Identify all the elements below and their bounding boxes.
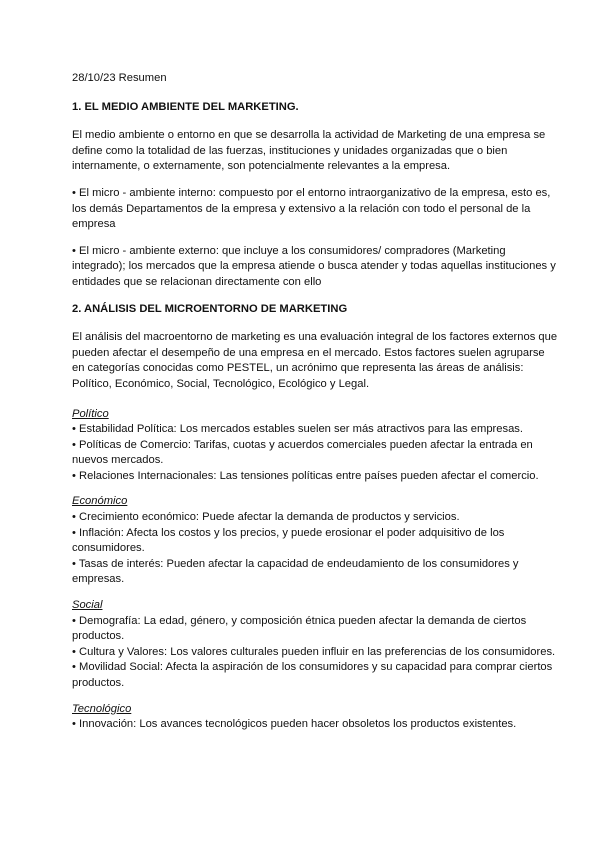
group-tecnologico	[72, 702, 560, 733]
list-item: • Crecimiento económico: Puede afectar la demanda de productos y servicios.	[72, 511, 460, 524]
list-item: • Demografía: La edad, género, y composición étnica pueden afectar la demanda de ciertos productos.	[72, 614, 527, 643]
section1-title: 1. EL MEDIO AMBIENTE DEL MARKETING.	[72, 100, 299, 113]
list-item: • Inflación: Afecta los costos y los precios, y puede erosionar el poder adquisitivo de los consumidores.	[72, 526, 505, 555]
list-item: • Cultura y Valores: Los valores culturales pueden influir en las preferencias de los consumidores.	[72, 645, 556, 658]
micro-external-bullet: • El micro - ambiente externo: que incluye a los consumidores/ compradores (Marketing integrado); los mercados que la empresa atiende o busca atender y todas aquellas instituciones y entidades que se relacionan directamente con ello	[72, 244, 556, 288]
list-item: • Estabilidad Política: Los mercados estables suelen ser más atractivos para las empresas.	[72, 423, 524, 436]
section2-intro: El análisis del macroentorno de marketing es una evaluación integral de los factores externos que pueden afectar el desempeño de una empresa en el mercado. Estos factores suelen agruparse en categorías conocidas como PESTEL, un acrónimo que representa las áreas de análisis: Político, Económico, Social, Tecnológico, Ecológico y Legal.	[72, 331, 558, 390]
list-item: • Tasas de interés: Pueden afectar la capacidad de endeudamiento de los consumidores y empresas.	[72, 557, 519, 586]
group-heading: Social	[72, 599, 103, 612]
group-social	[72, 598, 560, 692]
group-politico	[72, 407, 560, 485]
list-item: • Relaciones Internacionales: Las tensiones políticas entre países pueden afectar el comercio.	[72, 469, 539, 482]
group-heading: Tecnológico	[72, 702, 132, 715]
group-heading: Económico	[72, 495, 128, 508]
list-item: • Innovación: Los avances tecnológicos pueden hacer obsoletos los productos existentes.	[72, 718, 517, 731]
micro-internal-bullet: • El micro - ambiente interno: compuesto por el entorno intraorganizativo de la empresa, esto es, los demás Departamentos de la empresa y extensivo a la relación con todo el personal de la empresa	[72, 186, 551, 231]
list-item: • Movilidad Social: Afecta la aspiración de los consumidores y su capacidad para comprar ciertos productos.	[72, 661, 553, 689]
section2-title: 2. ANÁLISIS DEL MICROENTORNO DE MARKETING	[72, 302, 348, 315]
list-item: • Políticas de Comercio: Tarifas, cuotas y acuerdos comerciales pueden afectar la entrada en nuevos mercados.	[72, 438, 533, 467]
group-economico	[72, 494, 560, 588]
group-heading: Político	[72, 407, 109, 420]
date-line: 28/10/23 Resumen	[72, 72, 167, 84]
section1-intro: El medio ambiente o entorno en que se desarrolla la actividad de Marketing de una empresa se define como la totalidad de las fuerzas, instituciones y unidades organizadas que o bien internamente, o externamente, son potencialmente relevantes a la empresa.	[72, 129, 546, 173]
